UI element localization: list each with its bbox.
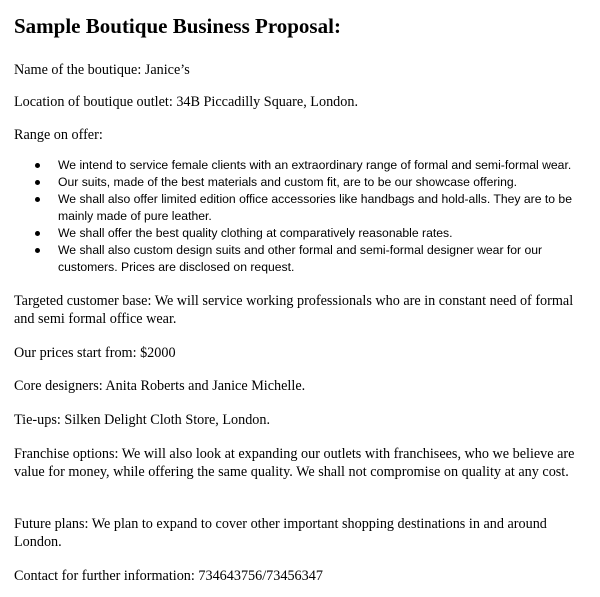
list-item [0,242,600,276]
list-item [0,174,600,191]
bullet-icon [35,180,40,185]
range-heading: Range on offer: [14,127,103,143]
franchise-options-line: Franchise options: We will also look at expanding our outlets with franchisees, who we believe are value for money, while offering the same quality. We shall not compromise on quality at any cost. [14,446,575,480]
bullet-icon [35,197,40,202]
list-item-text: Our suits, made of the best materials and custom fit, are to be our showcase offering. [58,175,518,189]
list-item-text: We shall also offer limited edition office accessories like handbags and hold-alls. They are to be mainly made of pure leather. [58,192,572,223]
prices-line: Our prices start from: $2000 [14,345,176,361]
future-plans-line: Future plans: We plan to expand to cover other important shopping destinations in and around London. [14,516,547,550]
boutique-name-line: Name of the boutique: Janice’s [14,62,190,78]
list-item-text: We shall offer the best quality clothing at comparatively reasonable rates. [58,226,453,240]
tie-ups-line: Tie-ups: Silken Delight Cloth Store, London. [14,412,271,428]
range-list [0,157,600,276]
list-item-text: We shall also custom design suits and other formal and semi-formal designer wear for our customers. Prices are disclosed on request. [58,243,543,274]
targeted-customer-line: Targeted customer base: We will service working professionals who are in constant need of formal and semi formal office wear. [14,293,574,327]
list-item [0,191,600,225]
document-title: Sample Boutique Business Proposal: [14,14,341,38]
location-line: Location of boutique outlet: 34B Piccadilly Square, London. [14,94,358,110]
list-item [0,157,600,174]
core-designers-line: Core designers: Anita Roberts and Janice Michelle. [14,378,306,394]
bullet-icon [35,248,40,253]
bullet-icon [35,163,40,168]
list-item-text: We intend to service female clients with an extraordinary range of formal and semi-formal wear. [58,158,572,172]
contact-line: Contact for further information: 734643756/73456347 [14,568,323,584]
list-item [0,225,600,242]
bullet-icon [35,231,40,236]
